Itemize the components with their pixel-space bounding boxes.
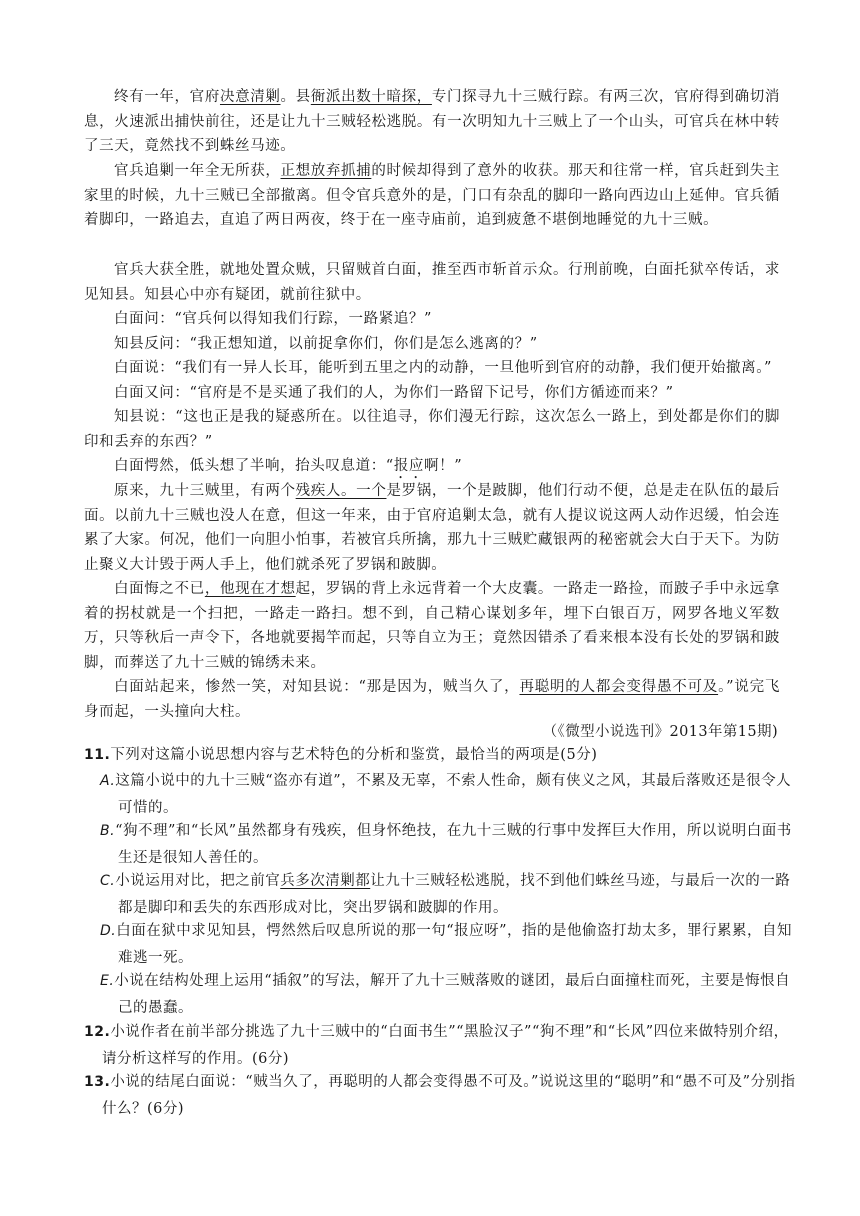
option-b: B.“狗不理”和“长风”虽然都身有残疾，但身怀绝技，在九十三贼的行事中发挥巨大作用，所以说明白面书生还是很知人善任的。	[100, 823, 792, 866]
story-paragraph-12: 白面站起来，惨然一笑，对知县说：“那是因为，贼当久了，再聪明的人都会变得愚不可及。”说完飞身而起，一头撞向大柱。	[84, 679, 780, 720]
story-paragraph-10: 原来，九十三贼里，有两个残疾人。一个是罗锅，一个是跛脚，他们行动不便，总是走在队伍的最后面。以前九十三贼也没人在意，但这一年来，由于官府追剿太急，就有人提议说这两人动作迟缓，怕会连累了大家。何况，他们一向胆小怕事，若被官兵所擒，那九十三贼贮藏银两的秘密就会大白于天下。为防止聚义大计毁于两人手上，他们就杀死了罗锅和跛脚。	[84, 483, 780, 573]
story-paragraph-5: 知县反问：“我正想知道，以前捉拿你们，你们是怎么逃离的？”	[114, 336, 538, 352]
story-paragraph-2: 官兵追剿一年全无所获，正想放弃抓捕的时候却得到了意外的收获。那天和往常一样，官兵赶到失主家里的时候，九十三贼已全部撤离。但令官兵意外的是，门口有杂乱的脚印一路向西边山上延伸。官兵循着脚印，一路追去，直追了两日两夜，终于在一座寺庙前，追到疲惫不堪倒地睡觉的九十三贼。	[84, 163, 780, 228]
story-paragraph-8: 知县说：“这也正是我的疑惑所在。以往追寻，你们漫无行踪，这次怎么一路上，到处都是你们的脚印和丢弃的东西？”	[84, 409, 780, 450]
story-paragraph-9: 白面愕然，低头想了半响，抬头叹息道：“报应啊！”	[114, 458, 463, 474]
story-paragraph-11: 白面悔之不已，他现在才想起，罗锅的背上永远背着一个大皮囊。一路走一路捡，而跛子手中永远拿着的拐杖就是一个扫把，一路走一路扫。想不到，自己精心谋划多年，埋下白银百万，网罗各地义军数万，只等秋后一声令下，各地就要揭竿而起，只等自立为王；竟然因错杀了看来根本没有长处的罗锅和跛脚，而葬送了九十三贼的锦绣未来。	[84, 581, 780, 671]
story-paragraph-7: 白面又问：“官府是不是买通了我们的人，为你们一路留下记号，你们方循迹而来？”	[114, 385, 674, 401]
underlined-phrase: 决意清剿	[219, 89, 281, 105]
underlined-phrase: 衙派出数十暗探，	[310, 89, 432, 105]
option-c: C.小说运用对比，把之前官兵多次清剿都让九十三贼轻松逃脱，找不到他们蛛丝马迹，与最后一次的一路都是脚印和丢失的东西形成对比，突出罗锅和跛脚的作用。	[100, 873, 791, 916]
underlined-phrase: 再聪明的人都会变得愚不可及	[519, 679, 719, 695]
option-a: A.这篇小说中的九十三贼“盗亦有道”，不累及无辜，不索人性命，颇有侠义之风，其最后落败还是很令人可惜的。	[100, 773, 792, 816]
underlined-phrase: ，他现在才想	[204, 581, 296, 597]
story-paragraph-6: 白面说：“我们有一异人长耳，能听到五里之内的动静，一旦他听到官府的动静，我们便开始撤离。”	[114, 360, 773, 376]
underlined-phrase: 正想放弃抓捕	[280, 163, 372, 179]
option-d: D.白面在狱中求见知县，愕然然后叹息所说的那一句“报应呀”，指的是他偷盗打劫太多，罪行累累，自知难逃一死。	[100, 923, 793, 966]
question-13: 13.小说的结尾白面说：“贼当久了，再聪明的人都会变得愚不可及。”说说这里的“聪明”和“愚不可及”分别指什么？(6分)	[84, 1074, 796, 1117]
story-paragraph-4: 白面问：“官兵何以得知我们行踪，一路紧追？”	[114, 311, 433, 327]
question-11: 11.下列对这篇小说思想内容与艺术特色的分析和鉴赏，最恰当的两项是(5分)	[84, 747, 598, 763]
underlined-phrase: 残疾人。一个	[295, 483, 387, 499]
question-12: 12.小说作者在前半部分挑选了九十三贼中的“白面书生”“黑脸汉子”“狗不理”和“长风”四位来做特别介绍，请分析这样写的作用。(6分)	[84, 1024, 789, 1067]
story-paragraph-3: 官兵大获全胜，就地处置众贼，只留贼首白面，推至西市斩首示众。行刑前晚，白面托狱卒传话，求见知县。知县心中亦有疑团，就前往狱中。	[84, 262, 780, 303]
source-citation: （《微型小说选刊》2013年第15期)	[542, 724, 778, 740]
option-e: E.小说在结构处理上运用“插叙”的写法，解开了九十三贼落败的谜团，最后白面撞柱而死，主要是悔恨自己的愚蠢。	[100, 973, 791, 1016]
underlined-phrase: 兵多次清剿都	[280, 873, 371, 889]
emphasized-phrase: 报应	[393, 458, 425, 474]
story-paragraph-1: 终有一年，官府决意清剿。县衙派出数十暗探，专门探寻九十三贼行踪。有两三次，官府得到确切消息，火速派出捕快前往，还是让九十三贼轻松逃脱。有一次明知九十三贼上了一个山头，可官兵在林中转了三天，竟然找不到蛛丝马迹。	[84, 89, 780, 154]
